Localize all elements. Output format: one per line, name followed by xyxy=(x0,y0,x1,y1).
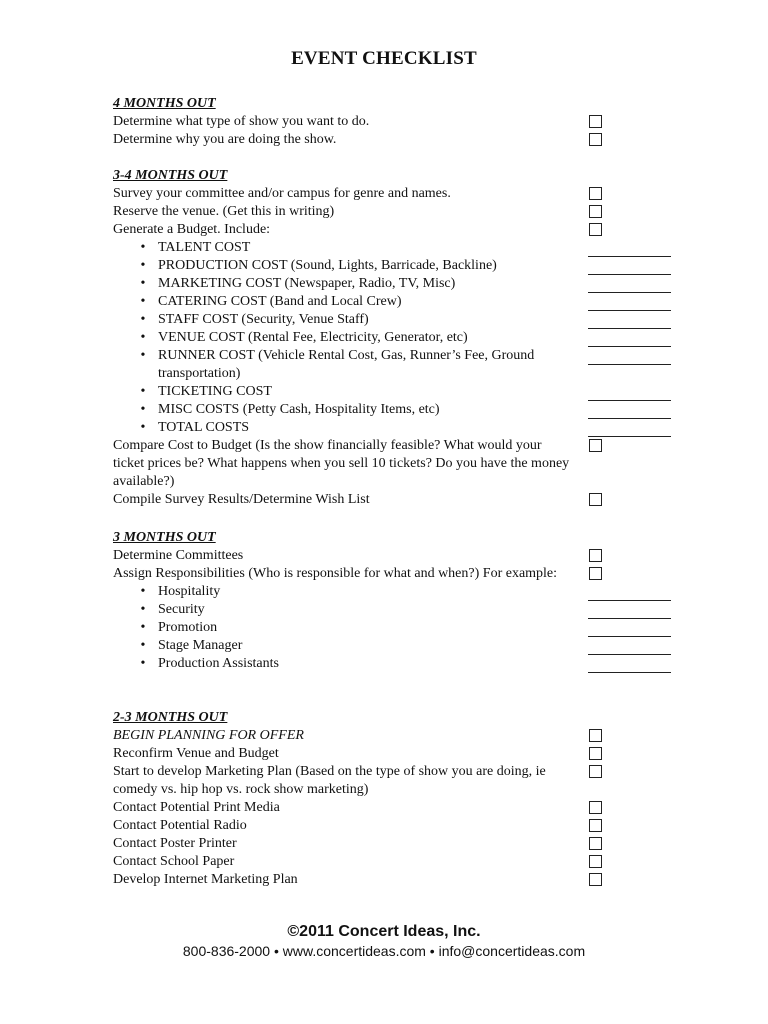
bullet-icon: • xyxy=(140,402,146,417)
checklist-item xyxy=(113,727,673,745)
item-text: VENUE COST (Rental Fee, Electricity, Generator, etc) xyxy=(158,330,468,345)
budget-line-item xyxy=(113,401,673,419)
budget-line-item xyxy=(113,419,673,437)
checklist-item xyxy=(113,817,673,835)
item-text: Promotion xyxy=(158,620,218,635)
checklist-item xyxy=(113,565,673,583)
checklist-item xyxy=(113,221,673,239)
checklist-item xyxy=(113,853,673,871)
bullet-icon: • xyxy=(140,240,146,255)
budget-line-item xyxy=(113,601,673,619)
item-text: Compile Survey Results/Determine Wish List xyxy=(113,492,370,507)
budget-line-item xyxy=(113,257,673,275)
bullet-icon: • xyxy=(140,602,146,617)
checkbox[interactable] xyxy=(589,855,602,868)
checklist-item xyxy=(113,491,673,509)
bullet-icon: • xyxy=(140,384,146,399)
checkbox[interactable] xyxy=(589,133,602,146)
checkbox[interactable] xyxy=(589,187,602,200)
checklist-item xyxy=(113,113,673,131)
budget-line-item xyxy=(113,619,673,637)
checklist-item xyxy=(113,185,673,203)
bullet-icon: • xyxy=(140,348,146,363)
item-text: TICKETING COST xyxy=(158,384,272,399)
checkbox[interactable] xyxy=(589,837,602,850)
item-text: Contact School Paper xyxy=(113,854,235,869)
item-text: Determine Committees xyxy=(113,548,244,563)
checkbox[interactable] xyxy=(589,223,602,236)
bullet-icon: • xyxy=(140,620,146,635)
item-text: STAFF COST (Security, Venue Staff) xyxy=(158,312,369,327)
checkbox[interactable] xyxy=(589,205,602,218)
budget-line-item xyxy=(113,383,673,401)
checklist-item xyxy=(113,437,673,491)
checkbox[interactable] xyxy=(589,819,602,832)
bullet-icon: • xyxy=(140,258,146,273)
budget-line-item xyxy=(113,347,673,383)
checklist-item xyxy=(113,763,673,799)
checkbox[interactable] xyxy=(589,115,602,128)
item-text: Reserve the venue. (Get this in writing) xyxy=(113,204,335,219)
checkbox[interactable] xyxy=(589,801,602,814)
item-text: Contact Potential Radio xyxy=(113,818,247,833)
checkbox[interactable] xyxy=(589,567,602,580)
item-text: Reconfirm Venue and Budget xyxy=(113,746,279,761)
item-text: RUNNER COST (Vehicle Rental Cost, Gas, Runner’s Fee, Ground transportation) xyxy=(158,348,535,381)
checklist-item xyxy=(113,835,673,853)
item-text: Start to develop Marketing Plan (Based on the type of show you are doing, ie comedy vs. hip hop vs. rock show marketing) xyxy=(113,764,546,797)
budget-line-item xyxy=(113,329,673,347)
budget-line-item xyxy=(113,637,673,655)
item-text: Stage Manager xyxy=(158,638,243,653)
section-4 xyxy=(113,709,673,889)
checklist-item xyxy=(113,745,673,763)
checkbox[interactable] xyxy=(589,747,602,760)
fill-in-line[interactable] xyxy=(588,364,671,365)
item-text: MISC COSTS (Petty Cash, Hospitality Items, etc) xyxy=(158,402,440,417)
item-text: Contact Potential Print Media xyxy=(113,800,280,815)
checkbox[interactable] xyxy=(589,873,602,886)
bullet-icon: • xyxy=(140,420,146,435)
budget-line-item xyxy=(113,293,673,311)
page-title: EVENT CHECKLIST xyxy=(291,48,477,69)
item-text: Generate a Budget. Include: xyxy=(113,222,271,237)
checklist-item xyxy=(113,547,673,565)
footer-copyright: ©2011 Concert Ideas, Inc. xyxy=(287,923,481,940)
item-text: Contact Poster Printer xyxy=(113,836,237,851)
item-text: CATERING COST (Band and Local Crew) xyxy=(158,294,402,309)
item-text: TOTAL COSTS xyxy=(158,420,250,435)
section-1 xyxy=(113,95,673,149)
bullet-icon: • xyxy=(140,276,146,291)
checklist-item xyxy=(113,799,673,817)
bullet-icon: • xyxy=(140,312,146,327)
checkbox[interactable] xyxy=(589,765,602,778)
budget-line-item xyxy=(113,311,673,329)
item-text: Security xyxy=(158,602,205,617)
bullet-icon: • xyxy=(140,294,146,309)
item-text: BEGIN PLANNING FOR OFFER xyxy=(113,728,304,743)
bullet-icon: • xyxy=(140,638,146,653)
section-3 xyxy=(113,529,673,673)
fill-in-line[interactable] xyxy=(588,672,671,673)
checkbox[interactable] xyxy=(589,493,602,506)
bullet-icon: • xyxy=(140,656,146,671)
bullet-icon: • xyxy=(140,330,146,345)
checkbox[interactable] xyxy=(589,439,602,452)
item-text: PRODUCTION COST (Sound, Lights, Barricade, Backline) xyxy=(158,258,497,273)
footer xyxy=(0,922,768,960)
item-text: Compare Cost to Budget (Is the show financially feasible? What would your ticket prices be? What happens when you sell 10 tickets? Do you have the money available?) xyxy=(113,438,570,489)
bullet-icon: • xyxy=(140,584,146,599)
checkbox[interactable] xyxy=(589,729,602,742)
item-text: Develop Internet Marketing Plan xyxy=(113,872,298,887)
section-heading: 4 MONTHS OUT xyxy=(113,96,216,111)
item-text: Assign Responsibilities (Who is responsible for what and when?) For example: xyxy=(113,566,558,581)
item-text: TALENT COST xyxy=(158,240,251,255)
checkbox[interactable] xyxy=(589,549,602,562)
checklist-item xyxy=(113,871,673,889)
budget-line-item xyxy=(113,583,673,601)
checklist-item xyxy=(113,203,673,221)
budget-line-item xyxy=(113,239,673,257)
budget-line-item xyxy=(113,275,673,293)
section-heading: 3-4 MONTHS OUT xyxy=(113,168,228,183)
item-text: Survey your committee and/or campus for genre and names. xyxy=(113,186,451,201)
footer-contact: 800-836-2000 • www.concertideas.com • info@concertideas.com xyxy=(182,943,586,959)
budget-line-item xyxy=(113,655,673,673)
item-text: Hospitality xyxy=(158,584,221,599)
section-2 xyxy=(113,167,673,509)
item-text: Production Assistants xyxy=(158,656,279,671)
item-text: Determine what type of show you want to do. xyxy=(113,114,370,129)
item-text: Determine why you are doing the show. xyxy=(113,132,337,147)
item-text: MARKETING COST (Newspaper, Radio, TV, Misc) xyxy=(158,276,456,291)
checklist-item xyxy=(113,131,673,149)
section-heading: 3 MONTHS OUT xyxy=(113,530,216,545)
section-heading: 2-3 MONTHS OUT xyxy=(113,710,228,725)
